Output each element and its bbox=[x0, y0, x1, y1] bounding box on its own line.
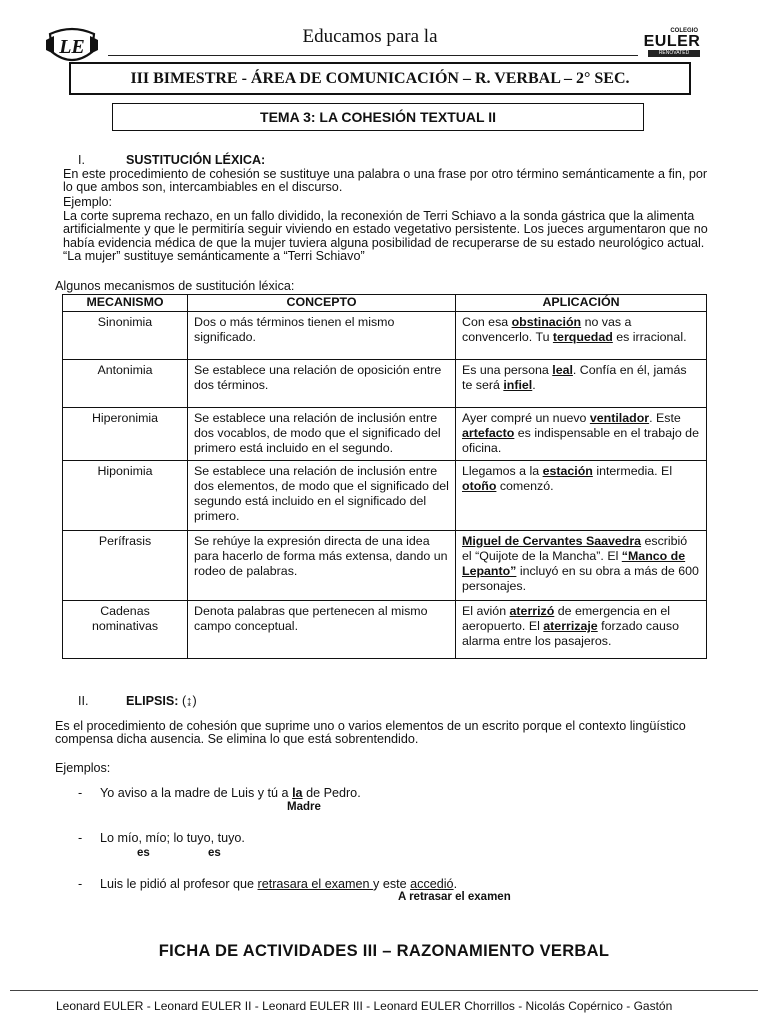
example-underlined-word: accedió bbox=[410, 877, 454, 891]
logo-name: EULER bbox=[643, 33, 701, 50]
header-aplicacion: APLICACIÓN bbox=[456, 295, 707, 312]
section1-example-text: La corte suprema rechazo, en un fallo dividido, la reconexión de Terri Schiavo a la sonda gástrica que la alimenta artificialmente y que le permitiría seguir viviendo en estado vegetativo persistente. Los jueces argumentaron que no había evidencia médica de que la mujer tuviera alguna posibilidad de recuperarse de su estado neurológico actual. “La mujer” sustituye semánticamente a “Terri Schiavo” bbox=[63, 209, 708, 264]
highlighted-term: Miguel de Cervantes Saavedra bbox=[462, 534, 642, 548]
section2-heading bbox=[78, 694, 197, 708]
logo-badge: RENOVATED bbox=[648, 50, 700, 57]
concept-cell: Se establece una relación de oposición entre dos términos. bbox=[188, 360, 456, 408]
application-text: El avión bbox=[462, 604, 510, 618]
section1-definition: En este procedimiento de cohesión se sustituye una palabra o una frase por otro término semánticamente a fin, por lo que ambos son, intercambiables en el discurso. bbox=[63, 167, 708, 195]
table-body bbox=[63, 312, 707, 659]
application-text: intermedia. El bbox=[592, 464, 673, 478]
example-text: Luis le pidió al profesor que bbox=[100, 877, 258, 891]
highlighted-term: aterrizaje bbox=[543, 619, 598, 633]
application-text: comenzó. bbox=[496, 479, 554, 493]
application-text: Es una persona bbox=[462, 363, 553, 377]
application-cell bbox=[456, 408, 707, 461]
ellipsis-note-2a: es bbox=[137, 847, 150, 859]
concept-cell: Se establece una relación de inclusión entre dos elementos, de modo que el significado del segundo está incluido en el significado del primero. bbox=[188, 461, 456, 531]
application-cell bbox=[456, 531, 707, 601]
mechanism-cell: Cadenas nominativas bbox=[63, 601, 188, 659]
example-dash: - bbox=[78, 877, 83, 891]
example-underlined-phrase: retrasara el examen bbox=[257, 877, 374, 891]
ellipsis-note-2b: es bbox=[208, 847, 221, 859]
activity-sheet-title: FICHA DE ACTIVIDADES III – RAZONAMIENTO VERBAL bbox=[158, 942, 610, 960]
table-header-row bbox=[63, 295, 707, 312]
section2-number: II. bbox=[78, 694, 89, 708]
footer-schools: Leonard EULER - Leonard EULER II - Leonard EULER III - Leonard EULER Chorrillos - Nicolás Copérnico - Gastón bbox=[56, 999, 673, 1013]
example-text: Lo mío, mío; lo tuyo, tuyo. bbox=[100, 831, 245, 845]
mechanism-cell: Antonimia bbox=[63, 360, 188, 408]
application-cell bbox=[456, 601, 707, 659]
highlighted-term: terquedad bbox=[552, 330, 613, 344]
table-row bbox=[63, 601, 707, 659]
application-text: forzado causo alarma entre los pasajeros. bbox=[462, 619, 679, 648]
header-mecanismo: MECANISMO bbox=[63, 295, 188, 312]
ellipsis-note-1: Madre bbox=[287, 801, 321, 813]
application-text: . Este bbox=[649, 411, 681, 425]
concept-cell: Se rehúye la expresión directa de una idea para hacerlo de forma más extensa, dando un rodeo de palabras. bbox=[188, 531, 456, 601]
concept-cell: Se establece una relación de inclusión entre dos vocablos, de modo que el significado del primero está incluido en el segundo. bbox=[188, 408, 456, 461]
lexical-substitution-table bbox=[62, 294, 707, 659]
application-text: . bbox=[532, 378, 536, 392]
example-text: . bbox=[453, 877, 458, 891]
application-text: Ayer compré un nuevo bbox=[462, 411, 590, 425]
highlighted-term: estación bbox=[542, 464, 593, 478]
header-concepto: CONCEPTO bbox=[188, 295, 456, 312]
table-row bbox=[63, 312, 707, 360]
section2-symbol: (↨) bbox=[181, 694, 197, 708]
ellipsis-example-2 bbox=[78, 831, 245, 845]
application-cell bbox=[456, 461, 707, 531]
concept-cell: Denota palabras que pertenecen al mismo campo conceptual. bbox=[188, 601, 456, 659]
highlighted-term: “Manco de Lepanto” bbox=[462, 549, 686, 578]
application-text: Con esa bbox=[462, 315, 512, 329]
table-row bbox=[63, 408, 707, 461]
example-dash: - bbox=[78, 831, 83, 845]
section1-heading bbox=[78, 153, 265, 167]
mechanism-cell: Perífrasis bbox=[63, 531, 188, 601]
highlighted-term: infiel bbox=[503, 378, 533, 392]
ellipsis-example-3 bbox=[78, 877, 457, 891]
table-row bbox=[63, 461, 707, 531]
application-text: Llegamos a la bbox=[462, 464, 543, 478]
table-intro: Algunos mecanismos de sustitución léxica: bbox=[55, 279, 295, 293]
highlighted-term: artefacto bbox=[462, 426, 515, 440]
application-text: . Confía en él, jamás te será bbox=[462, 363, 687, 392]
mechanism-cell: Hiponimia bbox=[63, 461, 188, 531]
section2-definition: Es el procedimiento de cohesión que suprime uno o varios elementos de un escrito porque el contexto lingüístico compensa dicha ausencia. Se elimina lo que está sobrentendido. bbox=[55, 719, 686, 747]
application-text: escribió el “Quijote de la Mancha”. El bbox=[462, 534, 688, 563]
section1-number: I. bbox=[78, 153, 85, 167]
header-title: Educamos para la bbox=[302, 26, 438, 47]
section1-title: SUSTITUCIÓN LÉXICA: bbox=[126, 153, 266, 167]
tema-title: TEMA 3: LA COHESIÓN TEXTUAL II bbox=[112, 103, 644, 131]
highlighted-term: obstinación bbox=[511, 315, 582, 329]
logo-small-text: COLEGIO bbox=[670, 28, 698, 34]
application-cell bbox=[456, 312, 707, 360]
colegio-euler-logo bbox=[640, 28, 704, 64]
footer-rule bbox=[10, 990, 758, 991]
mechanism-cell: Sinonimia bbox=[63, 312, 188, 360]
application-text: incluyó en su obra a más de 600 personajes. bbox=[462, 564, 699, 593]
highlighted-term: aterrizó bbox=[509, 604, 555, 618]
example-dash: - bbox=[78, 786, 83, 800]
example-text: Yo aviso a la madre de Luis y tú a bbox=[100, 786, 293, 800]
ellipsis-example-1 bbox=[78, 786, 361, 800]
highlighted-term: leal bbox=[552, 363, 573, 377]
application-text: no vas a convencerlo. Tu bbox=[462, 315, 632, 344]
section2-examples-label: Ejemplos: bbox=[55, 761, 111, 775]
table-row bbox=[63, 531, 707, 601]
table-row bbox=[63, 360, 707, 408]
ellipsis-note-3: A retrasar el examen bbox=[398, 891, 511, 903]
section2-title: ELIPSIS: bbox=[126, 694, 179, 708]
concept-cell: Dos o más términos tienen el mismo significado. bbox=[188, 312, 456, 360]
application-text: es irracional. bbox=[612, 330, 687, 344]
application-cell bbox=[456, 360, 707, 408]
application-text: es indispensable en el trabajo de oficina. bbox=[462, 426, 699, 455]
logo-left-text: LE bbox=[59, 36, 85, 58]
mechanism-cell: Hiperonimia bbox=[63, 408, 188, 461]
bimestre-banner: III BIMESTRE - ÁREA DE COMUNICACIÓN – R. VERBAL – 2° SEC. bbox=[69, 62, 691, 95]
section1-example-label: Ejemplo: bbox=[63, 195, 112, 209]
example-marked-word: la bbox=[292, 786, 303, 800]
example-text: de Pedro. bbox=[302, 786, 361, 800]
example-text: y este bbox=[373, 877, 411, 891]
highlighted-term: otoño bbox=[462, 479, 497, 493]
application-text: de emergencia en el aeropuerto. El bbox=[462, 604, 671, 633]
highlighted-term: ventilador bbox=[589, 411, 650, 425]
header-rule bbox=[108, 55, 638, 56]
